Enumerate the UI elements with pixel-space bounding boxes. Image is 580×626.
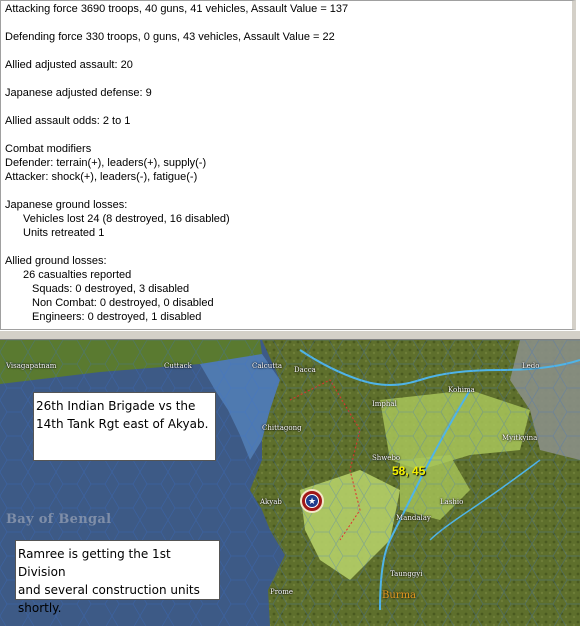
note2-line1: Ramree is getting the 1st Division bbox=[18, 547, 171, 579]
game-map[interactable] bbox=[0, 340, 580, 626]
label-visagapatnam: Visagapatnam bbox=[6, 362, 57, 370]
label-imphal: Imphal bbox=[372, 400, 397, 408]
allied-unit-star-icon[interactable] bbox=[300, 489, 324, 513]
japanese-losses-title: Japanese ground losses: bbox=[5, 199, 128, 211]
label-prome: Prome bbox=[270, 588, 294, 596]
allied-assault-line: Allied adjusted assault: 20 bbox=[5, 59, 133, 71]
allied-casualties-line: 26 casualties reported bbox=[23, 269, 132, 281]
note1-line1: 26th Indian Brigade vs the bbox=[36, 399, 196, 413]
label-chittagong: Chittagong bbox=[262, 424, 302, 432]
label-calcutta: Calcutta bbox=[252, 362, 282, 370]
attacking-force-line: Attacking force 3690 troops, 40 guns, 41 vehicles, Assault Value = 137 bbox=[5, 3, 349, 15]
label-mandalay: Mandalay bbox=[396, 514, 431, 522]
label-lashio: Lashio bbox=[440, 498, 464, 506]
japanese-defense-line: Japanese adjusted defense: 9 bbox=[5, 87, 152, 99]
note1-line2: 14th Tank Rgt east of Akyab. bbox=[36, 417, 209, 431]
hex-coordinates: 58, 45 bbox=[392, 464, 426, 478]
allied-noncombat-line: Non Combat: 0 destroyed, 0 disabled bbox=[32, 297, 214, 309]
defending-force-line: Defending force 330 troops, 0 guns, 43 vehicles, Assault Value = 22 bbox=[5, 31, 335, 43]
label-taunggyi: Taunggyi bbox=[390, 570, 423, 578]
panel-splitter[interactable] bbox=[0, 330, 580, 340]
note-box-brigade bbox=[33, 392, 216, 461]
defender-modifiers-line: Defender: terrain(+), leaders(+), supply(-) bbox=[5, 157, 207, 169]
allied-engineers-line: Engineers: 0 destroyed, 1 disabled bbox=[32, 311, 202, 323]
label-ledo: Ledo bbox=[522, 362, 540, 370]
note-box-ramree bbox=[15, 540, 220, 615]
label-shwebo: Shwebo bbox=[372, 454, 401, 462]
assault-odds-line: Allied assault odds: 2 to 1 bbox=[5, 115, 131, 127]
label-kohima: Kohima bbox=[448, 386, 475, 394]
note2-line2: and several construction units bbox=[18, 583, 200, 597]
japanese-units-retreated-line: Units retreated 1 bbox=[23, 227, 105, 239]
japanese-vehicles-lost-line: Vehicles lost 24 (8 destroyed, 16 disabled) bbox=[23, 213, 230, 225]
note2-line3: shortly. bbox=[18, 601, 62, 615]
bay-of-bengal-label: Bay of Bengal bbox=[6, 512, 112, 527]
region-label-burma: Burma bbox=[382, 590, 417, 601]
allied-losses-title: Allied ground losses: bbox=[5, 255, 107, 267]
label-cuttack: Cuttack bbox=[164, 362, 192, 370]
label-akyab: Akyab bbox=[260, 498, 282, 506]
label-dacca: Dacca bbox=[294, 366, 316, 374]
label-myitkyina: Myitkyina bbox=[502, 434, 538, 442]
combat-modifiers-title: Combat modifiers bbox=[5, 143, 92, 155]
allied-squads-line: Squads: 0 destroyed, 3 disabled bbox=[32, 283, 190, 295]
star-icon: ★ bbox=[305, 494, 319, 508]
attacker-modifiers-line: Attacker: shock(+), leaders(-), fatigue(-) bbox=[5, 171, 198, 183]
